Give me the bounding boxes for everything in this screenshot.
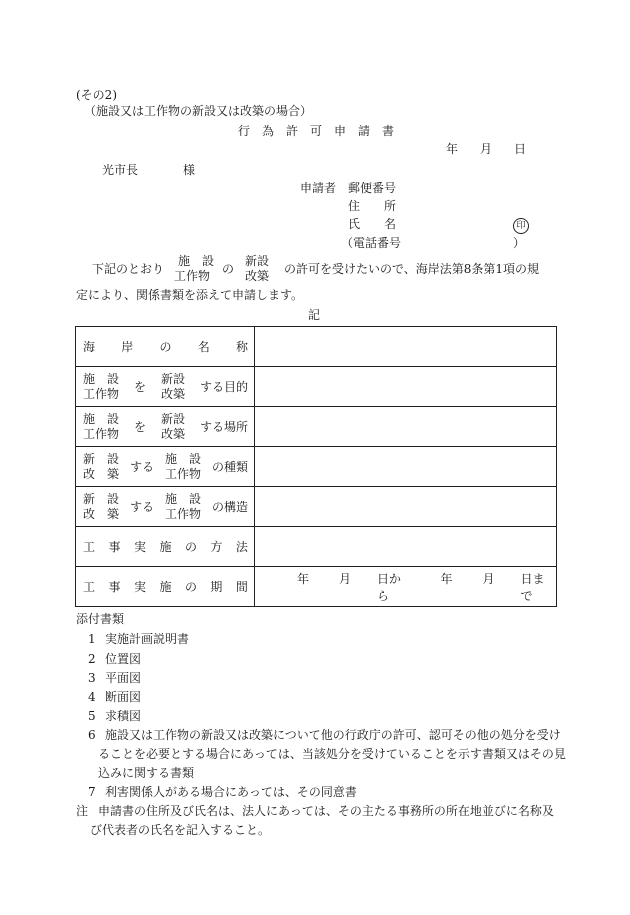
attachment-num: 6 [88,728,96,742]
body-prefix: 下記のとおり [92,262,165,276]
type-field[interactable] [255,447,557,487]
table-row [76,487,557,527]
addressee-honorific: 様 [183,163,196,177]
period-end-day: 日まで [520,571,545,603]
option-new-rebuild [245,254,269,284]
period-end-year: 年 [440,571,453,586]
attachment-num: 7 [88,785,96,799]
form-number: (その2) [76,88,117,102]
name-label: 氏 名 [348,217,397,231]
option-rebuild: 改築 [245,269,270,283]
purpose-label: 施 設 工作物 を 新設 改築 する目的 [76,367,255,407]
attachment-6-line2: ることを必要とする場合にあっては、当該処分を受けていることを示す書類又はその見 [98,747,566,761]
page-title: 行 為 許 可 申 請 書 [238,124,395,138]
attachment-num: 3 [88,671,96,685]
attachment-text: 実施計画説明書 [105,632,190,646]
method-field[interactable] [255,527,557,567]
addressee-name: 光市長 [102,163,139,177]
option-new: 新設 [245,254,270,268]
table-row [76,327,557,367]
type-label: 新 設 改 築 する 施 設 工作物 の種類 [76,447,255,487]
date-day-label: 日 [514,142,527,156]
location-label: 施 設 工作物 を 新設 改築 する場所 [76,407,255,447]
body-line2: 定により、関係書類を添えて申請します。 [76,288,304,302]
date-month-label: 月 [480,142,493,156]
attachment-num: 1 [88,632,96,646]
attachment-7-text: 利害関係人がある場合にあっては、その同意書 [105,785,357,799]
period-end-month: 月 [482,571,495,586]
period-label: 工 事 実 施 の 期 間 [76,567,255,607]
body-particle: の [222,262,235,276]
structure-label: 新 設 改 築 する 施 設 工作物 の構造 [76,487,255,527]
application-table [75,326,557,607]
attachment-text: 求積図 [105,709,142,723]
attachment-num: 5 [88,709,96,723]
option-facility: 施 設 [178,254,215,268]
body-suffix: の許可を受けたいので、海岸法第8条第1項の規 [284,262,540,276]
period-start-month: 月 [339,571,352,586]
option-facility-structure [174,254,214,284]
note-label: 注 [76,804,89,818]
coast-name-field[interactable] [255,327,557,367]
table-row [76,567,557,607]
structure-field[interactable] [255,487,557,527]
attachment-num: 2 [88,652,96,666]
ki-label: 記 [308,308,321,322]
address-label: 住 所 [348,199,397,213]
attachment-text: 断面図 [105,690,142,704]
attachment-text: 平面図 [105,671,142,685]
table-row [76,367,557,407]
table-row [76,447,557,487]
attachment-6-line3: 込みに関する書類 [98,766,195,780]
option-structure: 工作物 [174,269,211,283]
period-field[interactable] [255,567,557,607]
location-field[interactable] [255,407,557,447]
note-line1: 申請書の住所及び氏名は、法人にあっては、その主たる事務所の所在地並びに名称及 [98,804,554,818]
postal-code-label: 郵便番号 [348,181,397,195]
note-line2: び代表者の氏名を記入すること。 [90,823,271,837]
applicant-label: 申請者 [300,181,337,195]
date-year-label: 年 [446,142,459,156]
phone-close: ） [513,236,526,250]
attachment-num: 4 [88,690,96,704]
period-start-day: 日から [377,571,402,603]
attachment-text: 位置図 [105,652,142,666]
attachment-6-line1: 施設又は工作物の新設又は改築について他の行政庁の許可、認可その他の処分を受け [105,728,561,742]
table-row [76,407,557,447]
period-start-year: 年 [297,571,310,586]
seal-icon: 印 [513,218,529,234]
coast-name-label: 海 岸 の 名 称 [76,327,255,367]
method-label: 工 事 実 施 の 方 法 [76,527,255,567]
attachments-heading: 添付書類 [76,612,125,626]
phone-label: （電話番号 [341,236,402,250]
form-subtitle: （施設又は工作物の新設又は改築の場合） [84,104,313,118]
purpose-field[interactable] [255,367,557,407]
table-row [76,527,557,567]
